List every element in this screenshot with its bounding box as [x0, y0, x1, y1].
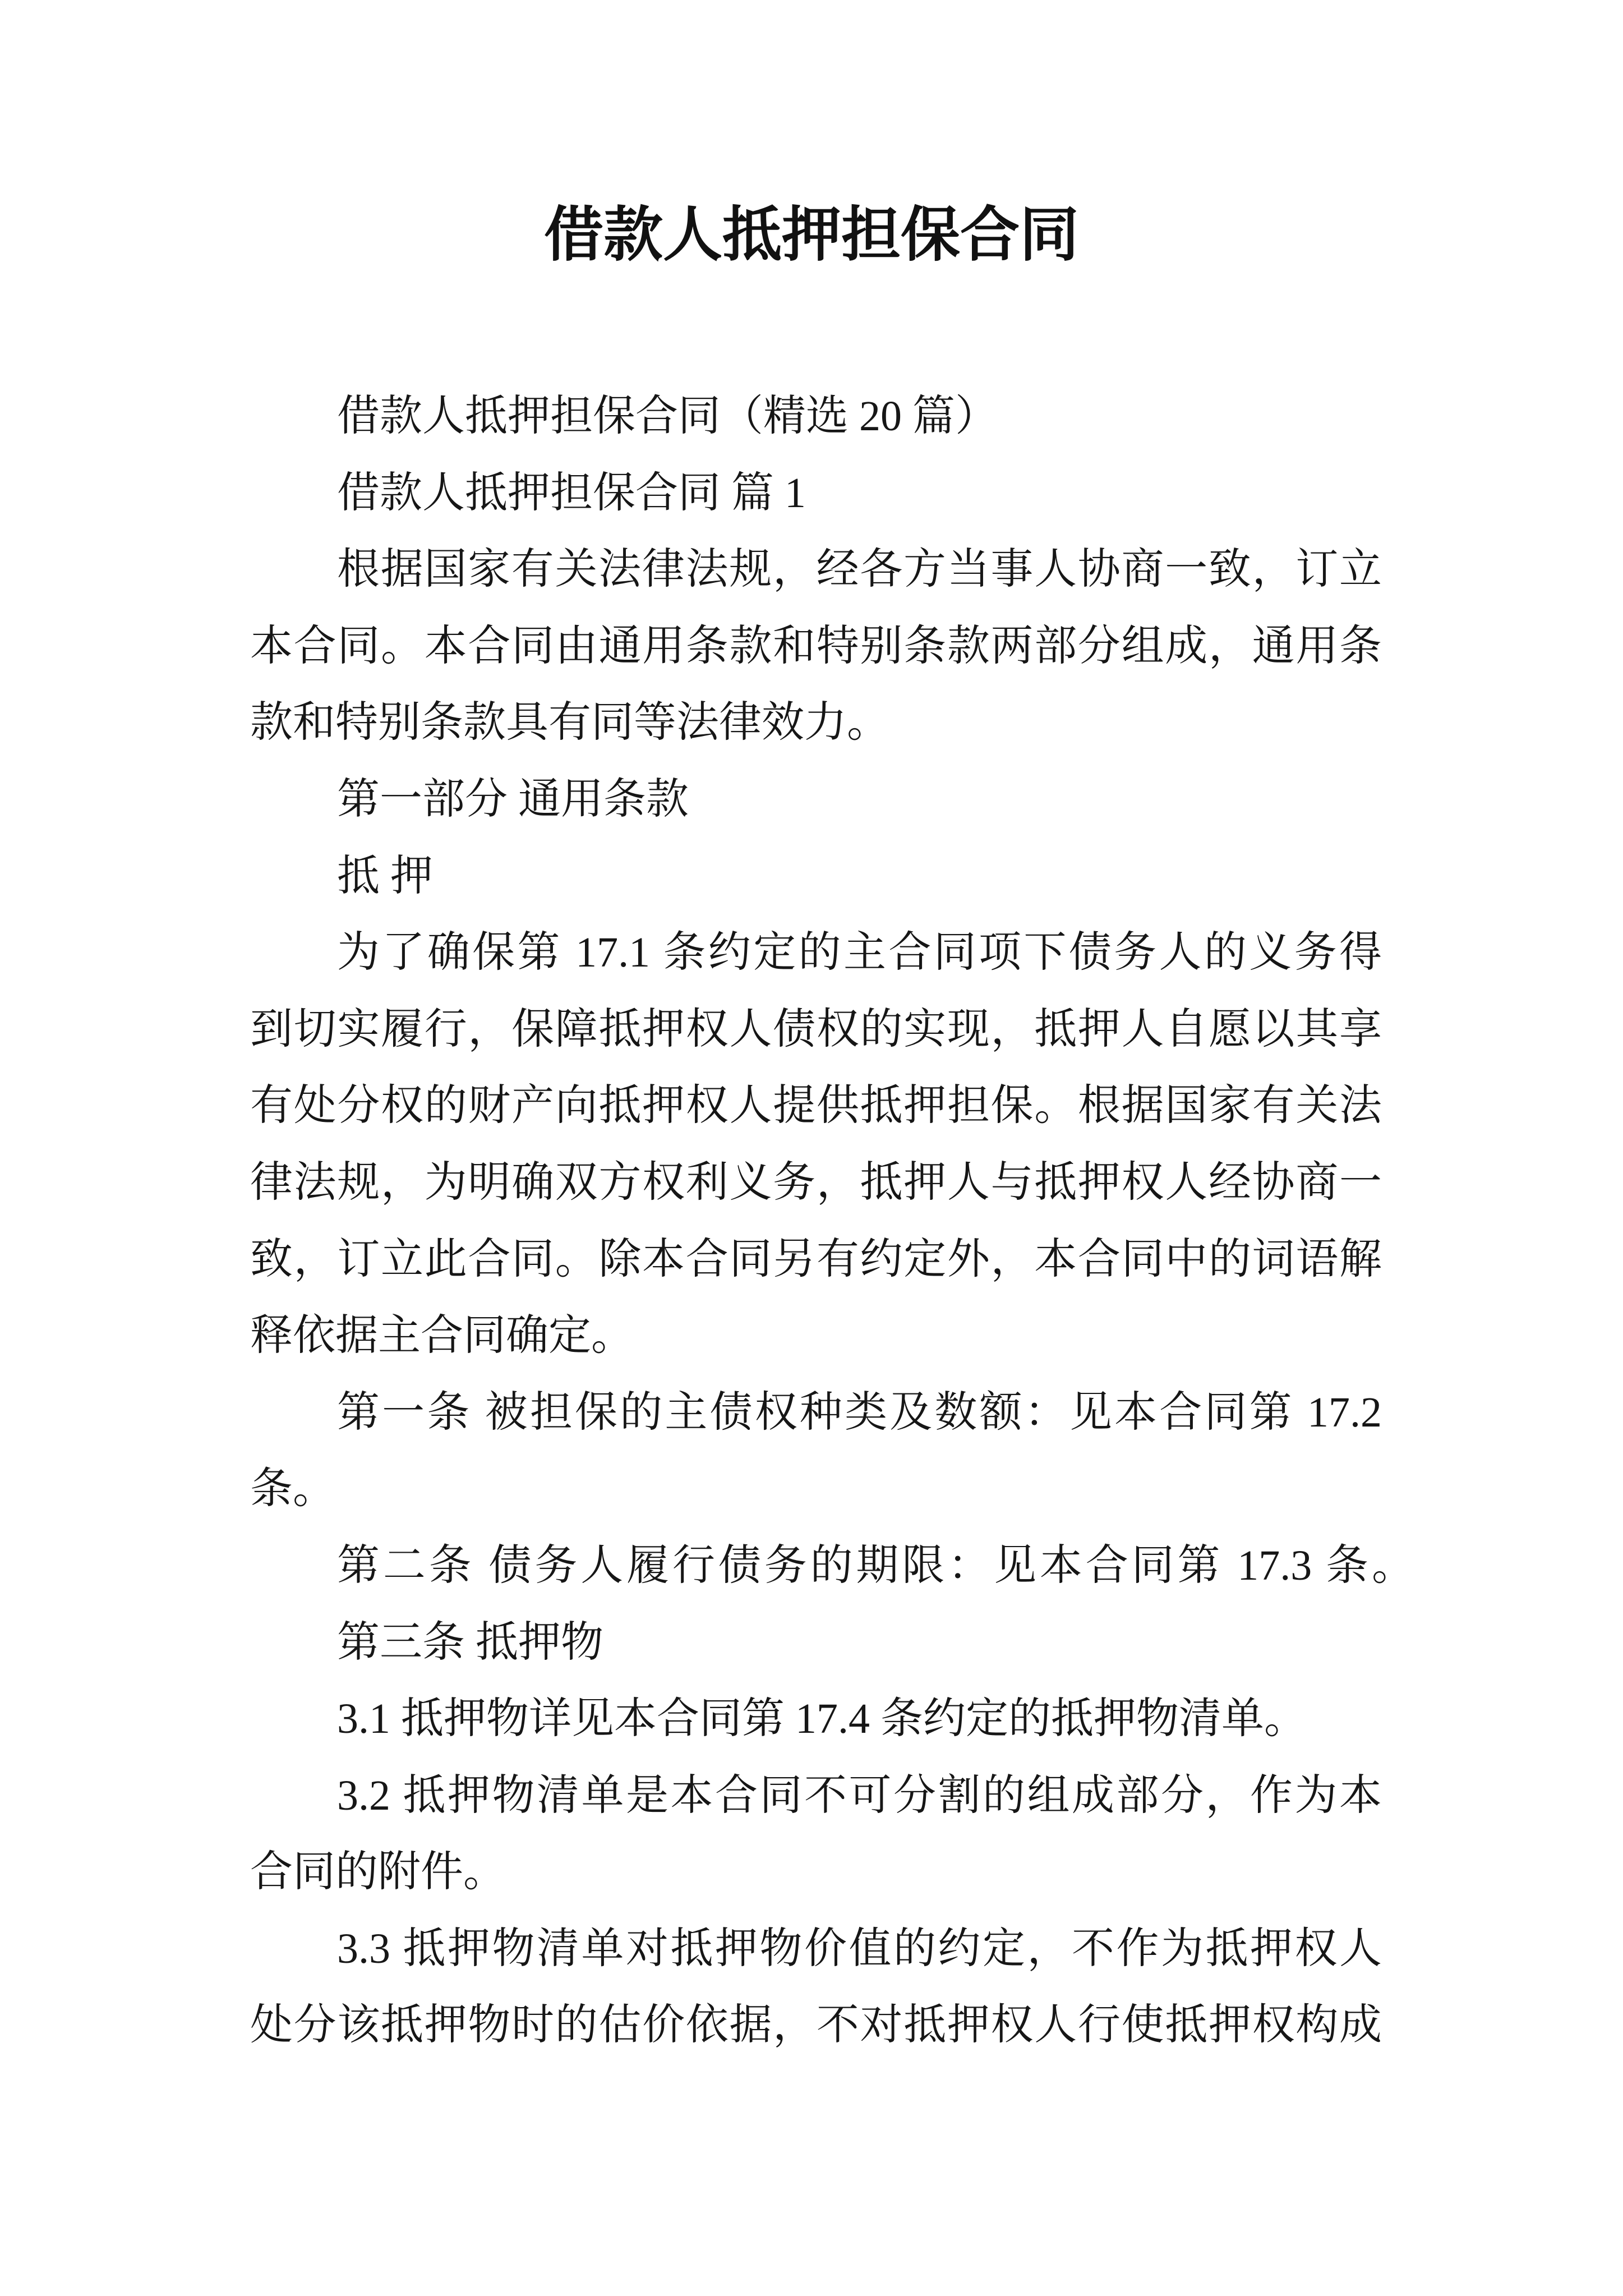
paragraph-line: 款和特别条款具有同等法律效力。 [250, 699, 889, 747]
paragraph-line: 条。 [250, 1465, 335, 1513]
paragraph-line: 律法规，为明确双方权利义务，抵押人与抵押权人经协商一 [250, 1158, 1382, 1206]
paragraph-line: 为了确保第 17.1 条约定的主合同项下债务人的义务得 [337, 929, 1382, 977]
paragraph-line: 根据国家有关法律法规，经各方当事人协商一致，订立 [337, 546, 1382, 593]
paragraph-heading-part [250, 455, 1382, 532]
article-2 [250, 1527, 1414, 1604]
paragraph-line: 第一条 被担保的主债权种类及数额：见本合同第 17.2 [337, 1388, 1382, 1436]
article-3-heading [250, 1604, 1382, 1681]
section-subheading [250, 838, 1382, 915]
paragraph-line: 释依据主合同确定。 [250, 1312, 634, 1360]
clause-3-3 [250, 1911, 1382, 2064]
paragraph-line: 本合同。本合同由通用条款和特别条款两部分组成，通用条 [250, 622, 1382, 670]
paragraph-line: 合同的附件。 [250, 1848, 506, 1896]
paragraph-line: 抵 押 [337, 852, 433, 900]
paragraph-line: 致，订立此合同。除本合同另有约定外，本合同中的词语解 [250, 1235, 1382, 1283]
paragraph-line: 有处分权的财产向抵押权人提供抵押担保。根据国家有关法 [250, 1082, 1382, 1130]
paragraph-line: 第一部分 通用条款 [337, 775, 689, 823]
clause-3-2 [250, 1757, 1382, 1911]
paragraph-line: 3.2 抵押物清单是本合同不可分割的组成部分，作为本 [337, 1772, 1382, 1819]
article-1 [250, 1374, 1382, 1527]
paragraph-heading-selection [250, 378, 1382, 455]
paragraph-line: 3.1 抵押物详见本合同第 17.4 条约定的抵押物清单。 [337, 1695, 1307, 1743]
section-heading [250, 761, 1382, 838]
paragraph-line: 处分该抵押物时的估价依据，不对抵押权人行使抵押权构成 [250, 2001, 1382, 2049]
paragraph-line: 第三条 抵押物 [337, 1618, 603, 1666]
paragraph-line: 第二条 债务人履行债务的期限：见本合同第 17.3 条。 [337, 1542, 1414, 1589]
paragraph-line: 借款人抵押担保合同 篇 1 [337, 469, 806, 517]
document-title: 借款人抵押担保合同 [544, 203, 1079, 268]
paragraph-purpose [250, 914, 1382, 1374]
paragraph-preamble [250, 531, 1382, 761]
paragraph-line: 3.3 抵押物清单对抵押物价值的约定，不作为抵押权人 [337, 1925, 1382, 1972]
document-body [250, 378, 1414, 2064]
paragraph-line: 到切实履行，保障抵押权人债权的实现，抵押人自愿以其享 [250, 1005, 1382, 1053]
clause-3-1 [250, 1681, 1382, 1757]
paragraph-line: 借款人抵押担保合同（精选 20 篇） [337, 393, 998, 440]
